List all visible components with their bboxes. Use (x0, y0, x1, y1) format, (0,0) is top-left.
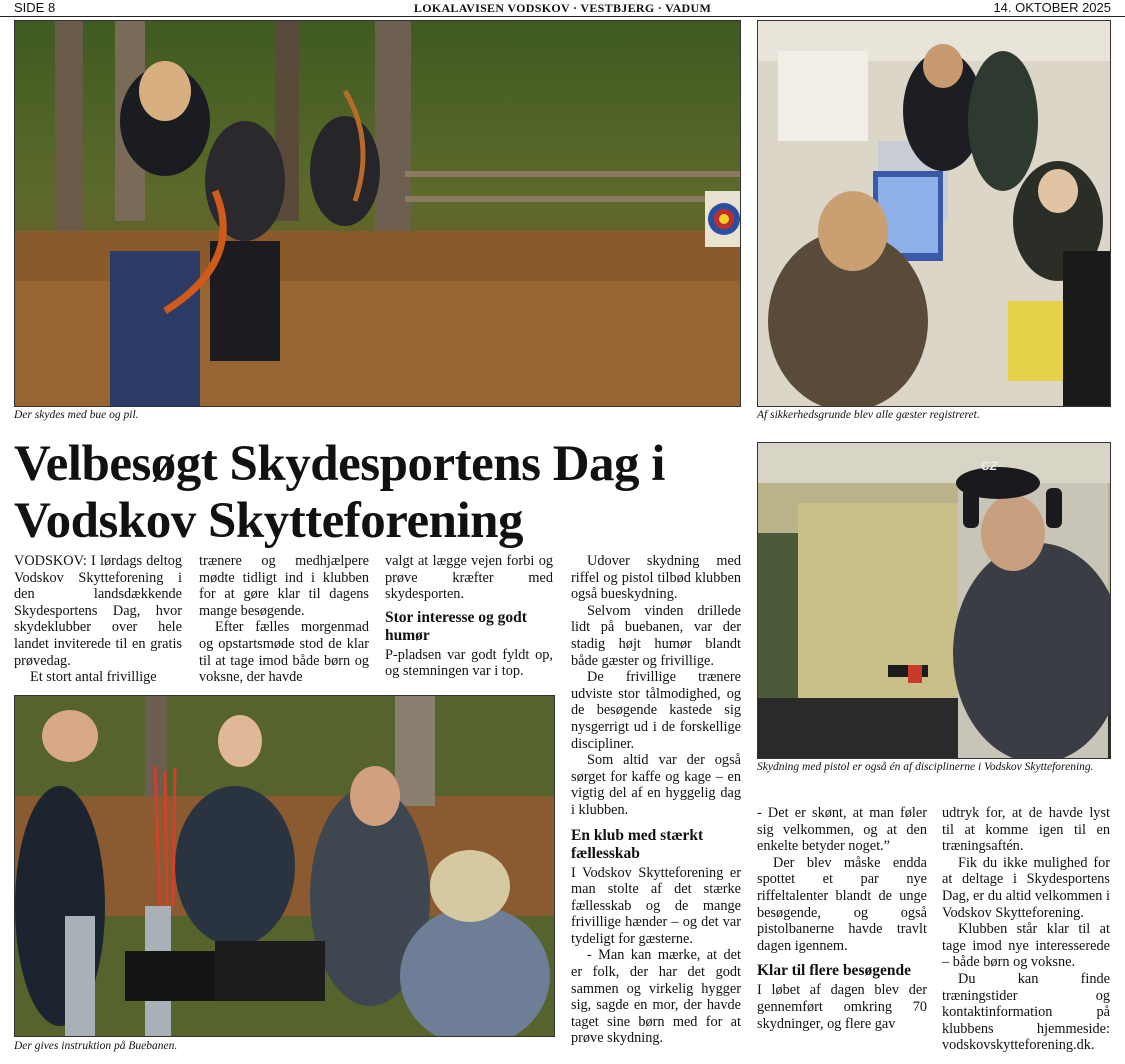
paragraph: udtryk for, at de havde lyst til at komme igen til en træningsaftén. (942, 805, 1110, 855)
subheading: En klub med stærkt fællesskab (571, 826, 704, 862)
paragraph: trænere og medhjælpere mødte tidligt ind i klubben for at gøre klar til dagens mange besøgende. (199, 553, 369, 619)
newspaper-title: LOKALAVISEN VODSKOV · VESTBJERG · VADUM (413, 1, 712, 15)
paragraph: Fik du ikke mulighed for at deltage i Skydesportens Dag, er du altid velkommen i Vodskov Skytteforening. (942, 854, 1110, 921)
article-column-1 (14, 553, 182, 686)
article-headline: Velbesøgt Skydesportens Dag i Vodskov Skytteforening (14, 436, 665, 549)
article-column-5 (757, 805, 927, 1032)
article-column-4 (571, 553, 741, 1047)
quote-paragraph: - Det er skønt, at man føler sig velkommen, og at den enkelte betyder noget.” (757, 805, 927, 855)
article-column-2 (199, 553, 369, 686)
paragraph: Klubben står klar til at tage imod nye interesserede – både børn og voksne. (942, 921, 1110, 971)
archery-photo (14, 20, 741, 407)
paragraph: De frivillige trænere udviste stor tålmodighed, og de besøgende kastede sig nysgerrigt ud i de forskellige discipliner. (571, 669, 741, 752)
instruction-photo (14, 695, 555, 1037)
paragraph: I Vodskov Skytteforening er man stolte af det stærke fællesskab og de mange frivillige hænder – og det var tydeligt for gæsterne. (571, 864, 741, 947)
paragraph: valgt at lægge vejen forbi og prøve kræfter med skydesporten. (385, 553, 553, 603)
paragraph: I løbet af dagen blev der gennemført omkring 70 skydninger, og flere gav (757, 982, 927, 1032)
pistol-photo (757, 442, 1111, 759)
pistol-caption: Skydning med pistol er også én af disciplinerne i Vodskov Skytteforening. (757, 761, 1094, 773)
registration-photo (757, 20, 1111, 407)
article-column-6 (942, 805, 1110, 1054)
paragraph: Efter fælles morgenmad og opstartsmøde stod de klar til at tage imod både børn og voksne, der havde (199, 619, 369, 686)
paragraph: Udover skydning med riffel og pistol tilbød klubben også bueskydning. (571, 553, 741, 603)
paragraph: Der blev måske endda spottet et par nye riffeltalenter blandt de unge besøgende, og også pistolbanerne havde travlt dagen igennem. (757, 854, 927, 954)
article-column-3 (385, 553, 553, 680)
cap-logo: CZ (981, 459, 997, 473)
instruction-caption: Der gives instruktion på Buebanen. (14, 1040, 178, 1052)
issue-date: 14. OKTOBER 2025 (993, 0, 1111, 15)
paragraph: P-pladsen var godt fyldt op, og stemningen var i top. (385, 646, 553, 680)
registration-caption: Af sikkerhedsgrunde blev alle gæster registreret. (757, 409, 980, 421)
archery-caption: Der skydes med bue og pil. (14, 409, 139, 421)
lead-paragraph: VODSKOV: I lørdags deltog Vodskov Skytteforening i den landsdækkende Skydesportens Dag, hvor skydeklubber over hele landet inviterede til en gratis prøvedag. (14, 553, 182, 669)
page-number: SIDE 8 (14, 0, 56, 15)
paragraph: Et stort antal frivillige (30, 669, 157, 686)
paragraph: - Man kan mærke, at det er folk, der har det godt sammen og virkelig hygger sig, sagde en mor, der havde taget sine børn med for at prøve skydning. (571, 947, 741, 1047)
paragraph: Du kan finde træningstider og kontaktinformation på klubbens hjemmeside: vodskovskytteforening.dk. (942, 970, 1110, 1054)
paragraph: Som altid var der også sørget for kaffe og kage – en vigtig del af en hyggelig dag i klubben. (571, 752, 741, 818)
subheading: Klar til flere besøgende (757, 962, 911, 980)
subheading: Stor interesse og godt humør (385, 608, 527, 644)
paragraph: Selvom vinden drillede lidt på buebanen, var der stadig højt humør blandt både gæster og frivillige. (571, 602, 741, 669)
header-rule (0, 16, 1125, 17)
